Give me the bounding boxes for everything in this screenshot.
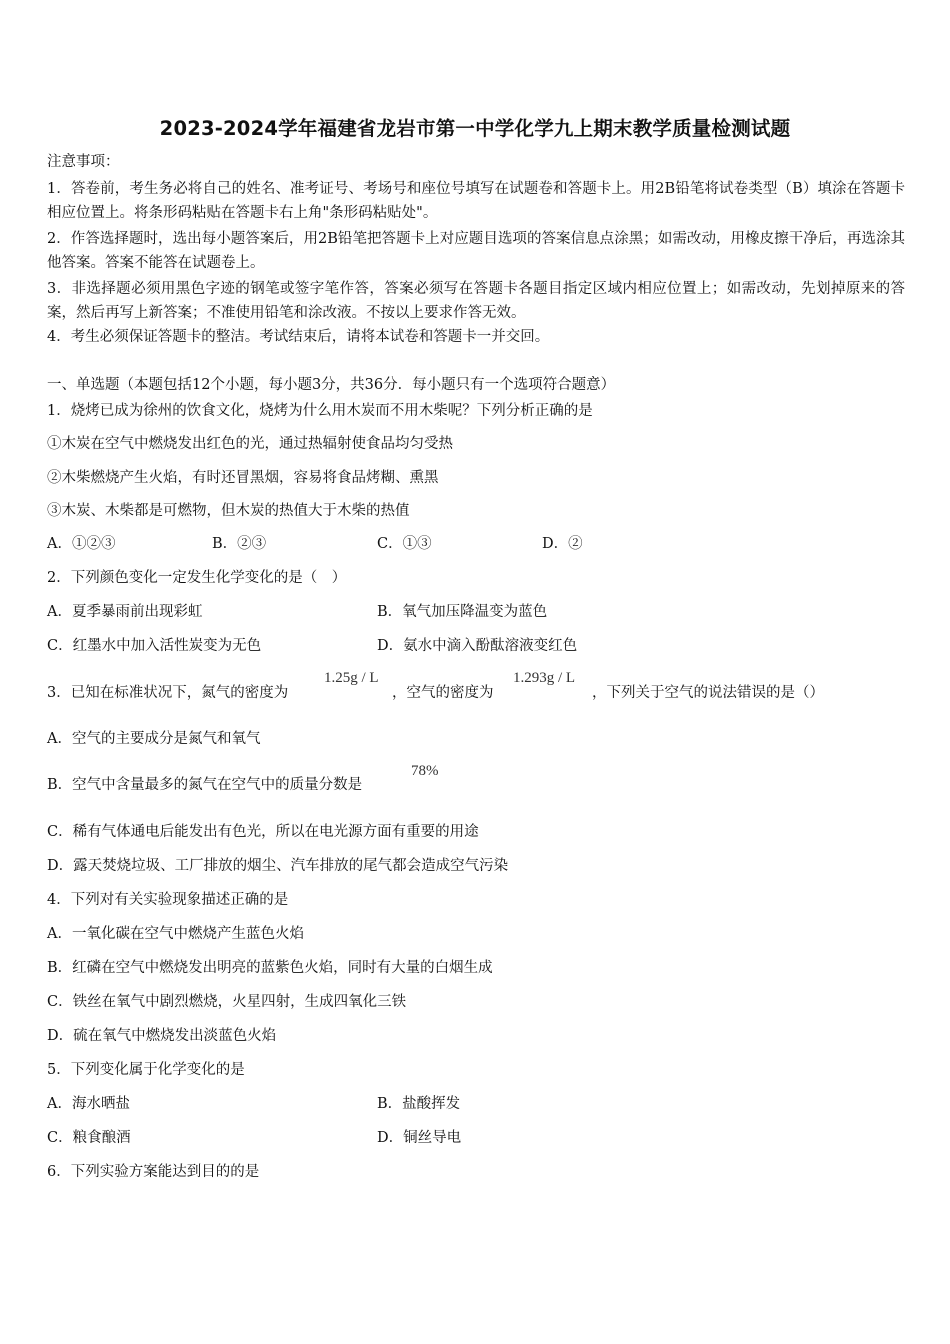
q1-statement-1: ①木炭在空气中燃烧发出红色的光，通过热辐射使食品均匀受热 xyxy=(47,436,453,452)
q4-stem: 4．下列对有关实验现象描述正确的是 xyxy=(47,892,289,908)
exam-title: 2023-2024学年福建省龙岩市第一中学化学九上期末教学质量检测试题 xyxy=(159,117,791,140)
q3-option-b-value: 78% xyxy=(411,763,439,779)
q6-stem: 6．下列实验方案能达到目的的是 xyxy=(47,1164,260,1180)
q3-stem-part3: ，下列关于空气的说法错误的是（） xyxy=(592,685,824,701)
notice-item-4: 4．考生必须保证答题卡的整洁。考试结束后，请将本试卷和答题卡一并交回。 xyxy=(47,329,550,345)
q1-option-a: A．①②③ xyxy=(47,536,116,552)
q1-statement-3: ③木炭、木柴都是可燃物，但木炭的热值大于木柴的热值 xyxy=(47,503,410,519)
q3-option-b: B．空气中含量最多的氮气在空气中的质量分数是 xyxy=(47,777,363,793)
notice-item-2: 2．作答选择题时，选出每小题答案后，用2B铅笔把答题卡上对应题目选项的答案信息点涂黑；如需改动，用橡皮擦干净后，再选涂其他答案。答案不能答在试题卷上。 xyxy=(47,231,905,271)
notice-item-1: 1．答卷前，考生务必将自己的姓名、准考证号、考场号和座位号填写在试题卷和答题卡上。用2B铅笔将试卷类型（B）填涂在答题卡相应位置上。将条形码粘贴在答题卡右上角"条形码粘贴处"。 xyxy=(47,181,905,221)
section-heading: 一、单选题（本题包括12个小题，每小题3分，共36分．每小题只有一个选项符合题意） xyxy=(47,377,616,393)
q4-option-a: A．一氧化碳在空气中燃烧产生蓝色火焰 xyxy=(47,926,304,942)
q3-nitrogen-density: 1.25g / L xyxy=(324,670,379,686)
q2-option-a: A．夏季暴雨前出现彩虹 xyxy=(47,604,203,620)
q3-stem-part1: 3．已知在标准状况下，氮气的密度为 xyxy=(47,685,289,701)
q2-stem: 2．下列颜色变化一定发生化学变化的是（ ） xyxy=(47,570,347,586)
q4-option-c: C．铁丝在氧气中剧烈燃烧，火星四射，生成四氧化三铁 xyxy=(47,994,407,1010)
q1-statement-2: ②木柴燃烧产生火焰，有时还冒黑烟，容易将食品烤糊、熏黑 xyxy=(47,470,439,486)
q5-option-c: C．粮食酿酒 xyxy=(47,1130,131,1146)
q1-stem: 1．烧烤已成为徐州的饮食文化，烧烤为什么用木炭而不用木柴呢？下列分析正确的是 xyxy=(47,403,593,419)
q1-option-c: C．①③ xyxy=(377,536,432,552)
q4-option-b: B．红磷在空气中燃烧发出明亮的蓝紫色火焰，同时有大量的白烟生成 xyxy=(47,960,493,976)
q2-option-b: B．氧气加压降温变为蓝色 xyxy=(377,604,548,620)
q5-stem: 5．下列变化属于化学变化的是 xyxy=(47,1062,245,1078)
q3-option-a: A．空气的主要成分是氮气和氧气 xyxy=(47,731,261,747)
q3-air-density: 1.293g / L xyxy=(513,670,576,686)
q3-option-d: D．露天焚烧垃圾、工厂排放的烟尘、汽车排放的尾气都会造成空气污染 xyxy=(47,858,509,874)
q3-option-c: C．稀有气体通电后能发出有色光，所以在电光源方面有重要的用途 xyxy=(47,824,479,840)
q4-option-d: D．硫在氧气中燃烧发出淡蓝色火焰 xyxy=(47,1028,277,1044)
q5-option-d: D．铜丝导电 xyxy=(377,1130,462,1146)
q1-option-b: B．②③ xyxy=(212,536,267,552)
q2-option-c: C．红墨水中加入活性炭变为无色 xyxy=(47,638,262,654)
q3-stem-part2: ，空气的密度为 xyxy=(392,685,494,701)
notice-item-3: 3．非选择题必须用黑色字迹的钢笔或签字笔作答，答案必须写在答题卡各题目指定区域内相应位置上；如需改动，先划掉原来的答案，然后再写上新答案；不准使用铅笔和涂改液。不按以上要求作答无效。 xyxy=(47,281,905,321)
q1-option-d: D．② xyxy=(542,536,583,552)
notice-heading: 注意事项： xyxy=(47,154,120,170)
q5-option-a: A．海水晒盐 xyxy=(47,1096,130,1112)
q2-option-d: D．氨水中滴入酚酞溶液变红色 xyxy=(377,638,578,654)
q5-option-b: B．盐酸挥发 xyxy=(377,1096,461,1112)
